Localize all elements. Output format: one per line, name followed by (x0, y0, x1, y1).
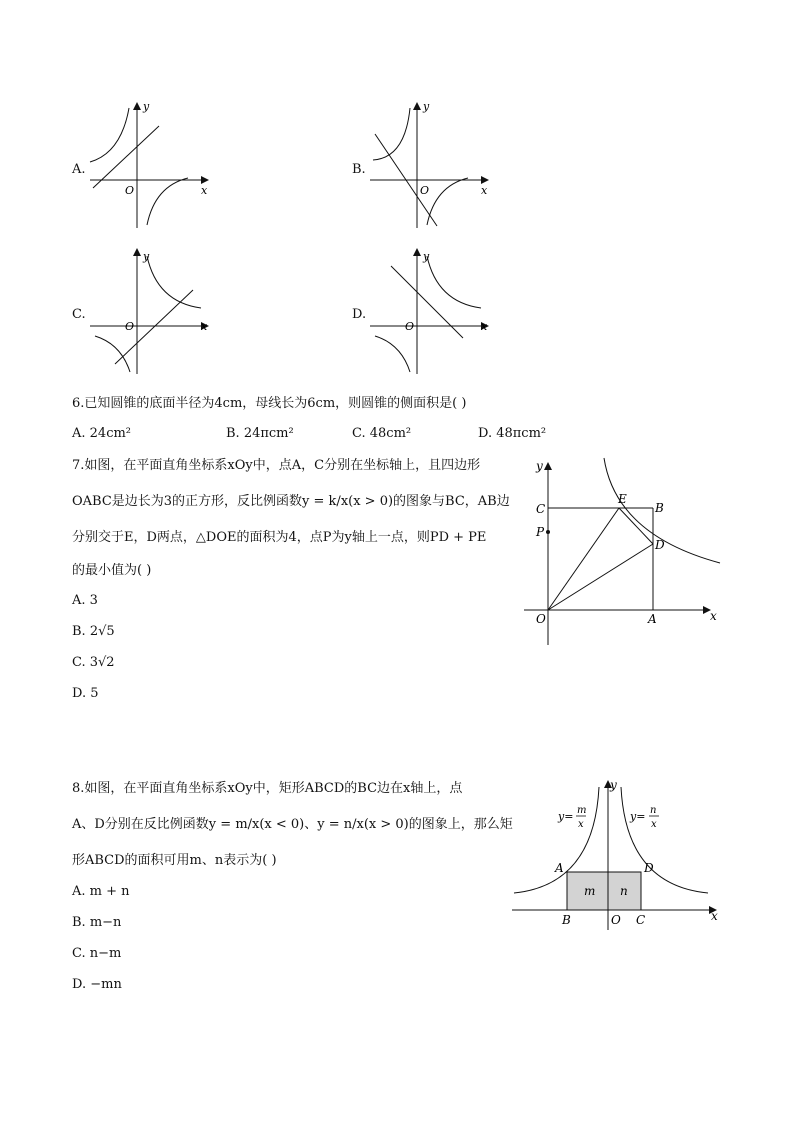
q7-stem-line-2: OABC是边长为3的正方形，反比例函数y = k/x(x > 0)的图象与BC，AB边 (72, 494, 510, 509)
x-axis-label: x (481, 184, 488, 197)
q8-stem-line-3: 形ABCD的面积可用m、n表示为( ) (72, 853, 277, 868)
q7-stem-line-4: 的最小值为( ) (72, 563, 152, 578)
point-a-label: A (648, 612, 657, 626)
y-axis-label: y (423, 100, 430, 113)
q6-option-d[interactable]: D. 48πcm² (478, 426, 547, 441)
right-function-denominator: x (651, 819, 657, 830)
q5-option-c-label[interactable]: C. (72, 307, 86, 322)
x-axis-label: x (481, 320, 488, 333)
region-m-label: m (584, 884, 596, 898)
y-axis-label: y (143, 100, 150, 113)
right-function-numerator: n (650, 805, 657, 816)
q8-stem-line-2: A、D分别在反比例函数y = m/x(x < 0)、y = n/x(x > 0)的图象上，那么矩 (72, 817, 513, 832)
q6-option-c[interactable]: C. 48cm² (352, 426, 412, 441)
left-function-numerator: m (577, 805, 587, 816)
q8-option-b[interactable]: B. m−n (72, 915, 122, 930)
q7-figure (520, 455, 725, 650)
point-o-label: O (611, 913, 621, 927)
point-d-label: D (644, 861, 654, 875)
origin-label: O (125, 184, 135, 197)
q5-option-a-label[interactable]: A. (72, 162, 86, 177)
q8-stem-line-1: 8.如图，在平面直角坐标系xOy中，矩形ABCD的BC边在x轴上，点 (72, 781, 463, 796)
y-axis-label: y (423, 250, 430, 263)
q8-figure (508, 775, 723, 935)
origin-label: O (420, 184, 430, 197)
q6-option-b[interactable]: B. 24πcm² (226, 426, 294, 441)
x-axis-label: x (710, 609, 717, 623)
origin-label: O (125, 320, 135, 333)
x-axis-label: x (201, 184, 208, 197)
point-c-label: C (636, 913, 646, 927)
q5-option-b-graph (365, 98, 495, 233)
point-c-label: C (536, 502, 546, 516)
point-b-label: B (562, 913, 571, 927)
q7-option-a[interactable]: A. 3 (72, 593, 98, 608)
y-axis-label: y (536, 459, 543, 473)
q7-stem-line-1: 7.如图，在平面直角坐标系xOy中，点A，C分别在坐标轴上，且四边形 (72, 458, 481, 473)
region-n-label: n (620, 884, 628, 898)
q8-option-a[interactable]: A. m + n (72, 884, 130, 899)
q5-option-a-graph (85, 98, 215, 233)
q5-option-d-graph (365, 244, 495, 379)
point-p-label: P (536, 525, 545, 539)
q5-option-b-label[interactable]: B. (352, 162, 366, 177)
point-o-label: O (536, 612, 546, 626)
q7-stem-line-3: 分别交于E，D两点，△DOE的面积为4，点P为y轴上一点，则PD + PE (72, 530, 487, 545)
point-a-label: A (555, 861, 564, 875)
right-function-label: y= (630, 810, 646, 823)
x-axis-label: x (711, 909, 718, 923)
y-axis-label: y (610, 778, 617, 792)
q7-option-c[interactable]: C. 3√2 (72, 655, 115, 670)
q6-stem: 6.已知圆锥的底面半径为4cm，母线长为6cm，则圆锥的侧面积是( ) (72, 396, 467, 411)
left-function-label: y= (558, 810, 574, 823)
origin-label: O (405, 320, 415, 333)
q6-option-a[interactable]: A. 24cm² (72, 426, 132, 441)
q7-option-b[interactable]: B. 2√5 (72, 624, 115, 639)
x-axis-label: x (201, 320, 208, 333)
q5-option-c-graph (85, 244, 215, 379)
point-b-label: B (655, 501, 664, 515)
q5-option-d-label[interactable]: D. (352, 307, 367, 322)
point-d-label: D (655, 538, 665, 552)
q8-option-d[interactable]: D. −mn (72, 977, 122, 992)
q7-option-d[interactable]: D. 5 (72, 686, 99, 701)
point-e-label: E (618, 492, 627, 506)
left-function-denominator: x (578, 819, 584, 830)
q8-option-c[interactable]: C. n−m (72, 946, 122, 961)
y-axis-label: y (143, 250, 150, 263)
